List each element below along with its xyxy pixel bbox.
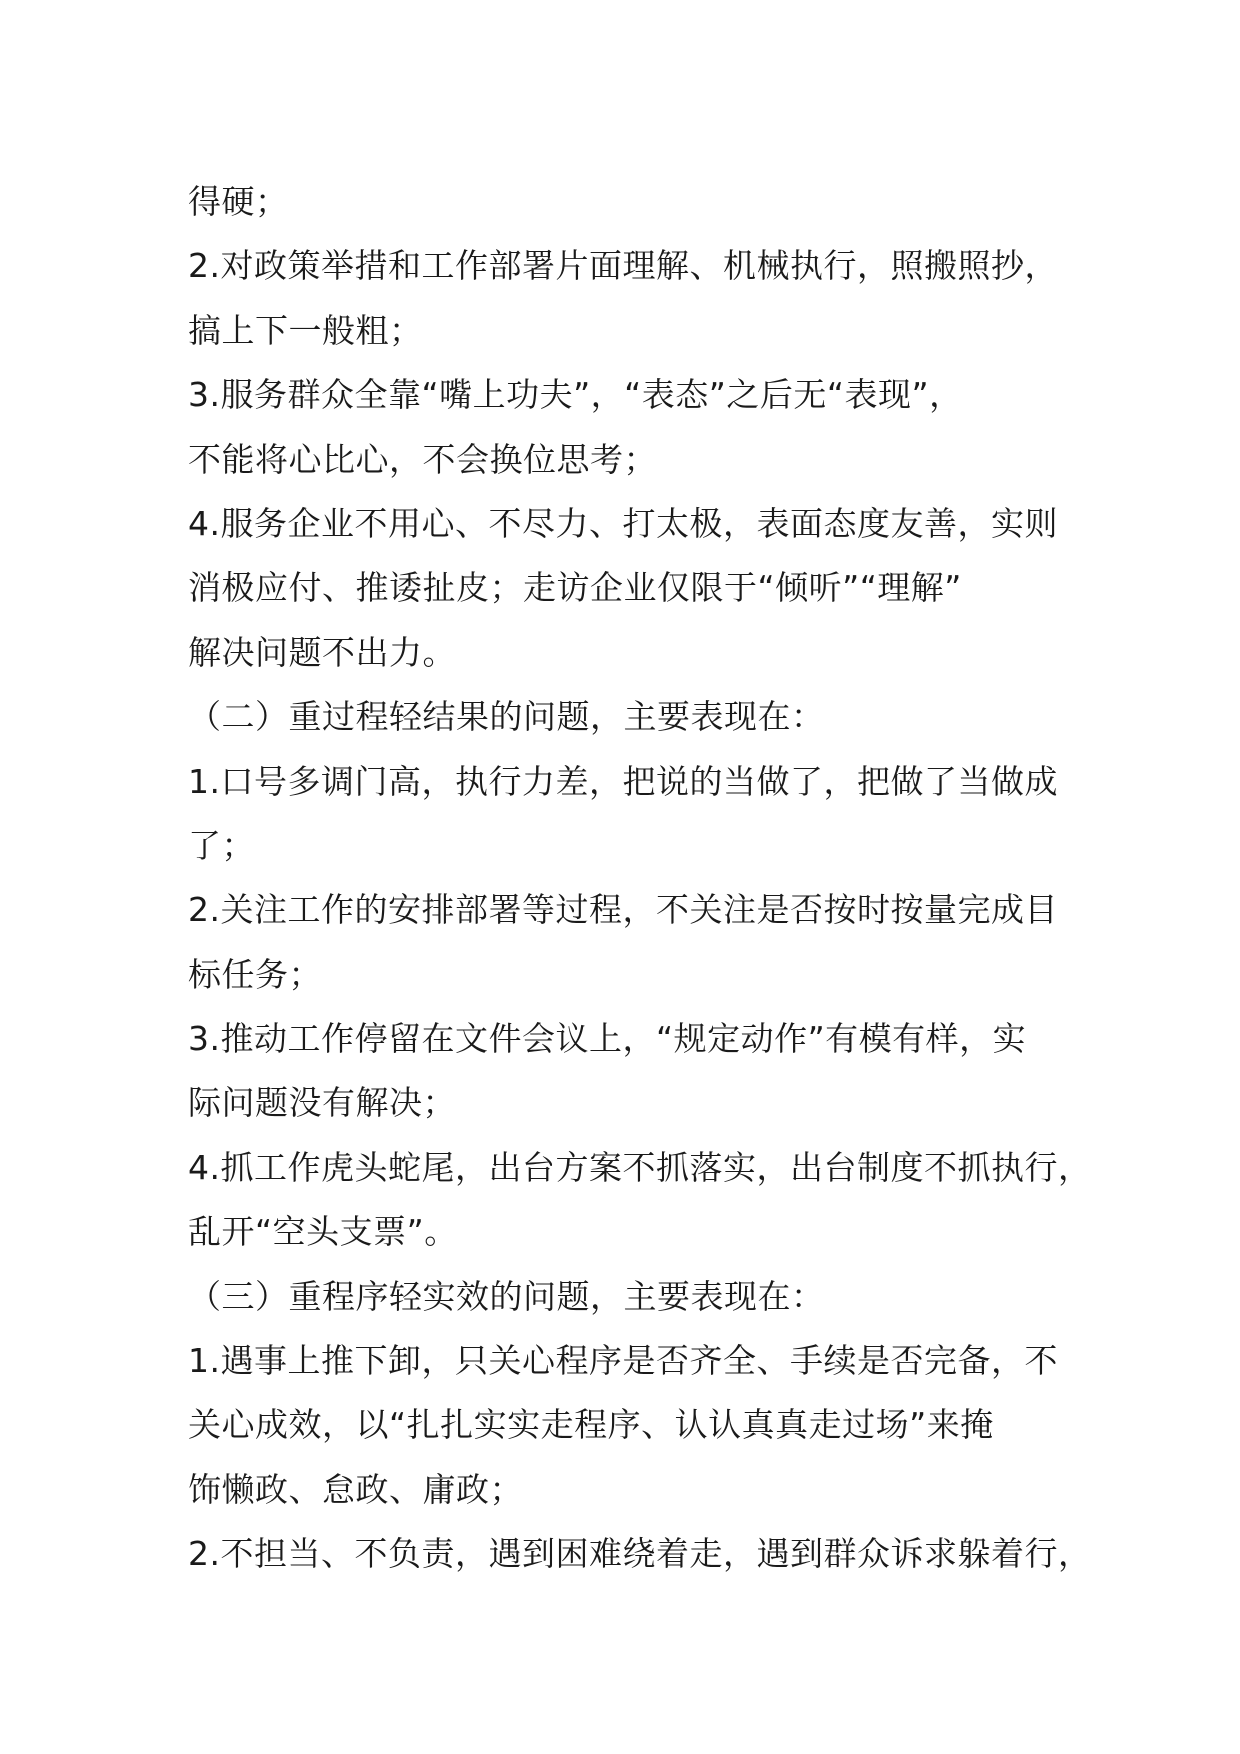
text-line: 2.不担当、不负责，遇到困难绕着走，遇到群众诉求躲着行， [188, 1534, 1092, 1574]
section-heading: （二）重过程轻结果的问题，主要表现在： [188, 697, 825, 737]
body-text [188, 170, 1092, 1587]
text-line: 了； [188, 825, 255, 865]
text-line: 3.服务群众全靠“嘴上功夫”，“表态”之后无“表现”， [188, 375, 963, 415]
text-line: 得硬； [188, 182, 289, 221]
text-line: 解决问题不出力。 [188, 632, 456, 672]
text-line: 搞上下一般粗； [188, 310, 423, 350]
text-line: 不能将心比心，不会换位思考； [188, 439, 657, 479]
text-line: 3.推动工作停留在文件会议上，“规定动作”有模有样，实 [188, 1019, 1027, 1059]
text-line: 消极应付、推诿扯皮；走访企业仅限于“倾听”“理解” [188, 568, 962, 608]
section-heading: （三）重程序轻实效的问题，主要表现在： [188, 1276, 825, 1316]
text-line: 标任务； [188, 954, 322, 994]
text-line: 4.服务企业不用心、不尽力、打太极，表面态度友善，实则 [188, 503, 1058, 543]
text-line: 2.关注工作的安排部署等过程，不关注是否按时按量完成目 [188, 890, 1058, 930]
text-line: 关心成效，以“扎扎实实走程序、认认真真走过场”来掩 [188, 1405, 994, 1445]
text-line: 1.遇事上推下卸，只关心程序是否齐全、手续是否完备，不 [188, 1341, 1058, 1381]
text-line: 2.对政策举措和工作部署片面理解、机械执行，照搬照抄， [188, 246, 1058, 286]
text-line: 4.抓工作虎头蛇尾，出台方案不抓落实，出台制度不抓执行， [188, 1147, 1092, 1187]
text-line: 饰懒政、怠政、庸政； [188, 1469, 523, 1509]
text-line: 1.口号多调门高，执行力差，把说的当做了，把做了当做成 [188, 761, 1058, 801]
text-line: 乱开“空头支票”。 [188, 1212, 458, 1252]
text-line: 际问题没有解决； [188, 1083, 456, 1123]
